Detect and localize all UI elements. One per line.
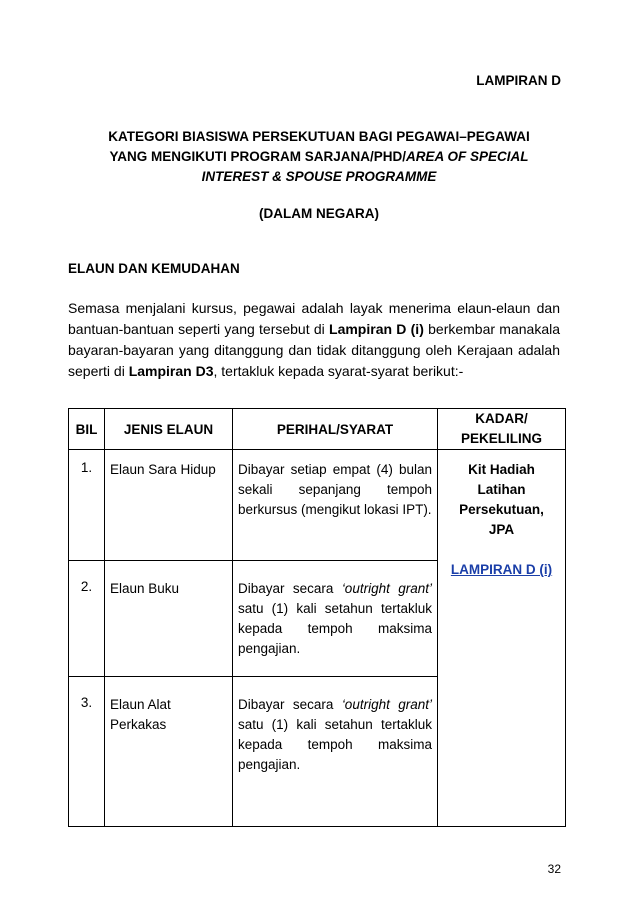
title-line-2: [80, 147, 558, 167]
row-perihal: [233, 677, 438, 827]
para-text-1: Semasa menjalani kursus, pegawai adalah layak menerima elaun-elaun dan bantuan-bantuan seperti yang tersebut di: [68, 300, 560, 337]
row-perihal: Dibayar setiap empat (4) bulan sekali sepanjang tempoh berkursus (mengikut lokasi IPT).: [233, 450, 438, 561]
page-number: 32: [547, 862, 561, 876]
para-text-2: berkembar manakala bayaran-bayaran yang ditanggung dan tidak ditanggung oleh Kerajaan adalah seperti di: [68, 321, 561, 379]
document-subtitle: (DALAM NEGARA): [259, 206, 379, 221]
perihal-post: satu (1) kali setahun tertakluk kepada tempoh maksima pengajian.: [238, 717, 432, 772]
header-jenis-elaun: JENIS ELAUN: [105, 409, 233, 450]
section-heading: ELAUN DAN KEMUDAHAN: [68, 261, 240, 276]
title-line-2-italic: AREA OF SPECIAL: [406, 149, 529, 164]
table-header-row: [69, 409, 566, 450]
perihal-pre: Dibayar secara: [238, 697, 342, 712]
appendix-label: LAMPIRAN D: [476, 73, 561, 88]
row-bil: 1.: [69, 450, 105, 561]
row-perihal: [233, 561, 438, 677]
perihal-pre: Dibayar secara: [238, 581, 342, 596]
para-ref-lampiran-d-i: Lampiran D (i): [329, 321, 424, 337]
perihal-italic: ‘outright grant’: [341, 697, 432, 712]
allowance-table: [68, 408, 566, 827]
lampiran-d-i-link[interactable]: LAMPIRAN D (i): [450, 562, 553, 577]
document-title: [80, 127, 558, 187]
perihal-italic: ‘outright grant’: [341, 581, 432, 596]
row-bil: 3.: [69, 677, 105, 827]
row-jenis: Elaun Sara Hidup: [105, 450, 233, 561]
intro-paragraph: [68, 298, 560, 382]
header-perihal-syarat: PERIHAL/SYARAT: [233, 409, 438, 450]
header-kadar-pekeliling: KADAR/ PEKELILING: [438, 409, 566, 450]
para-ref-lampiran-d3: Lampiran D3: [128, 363, 214, 379]
title-line-3-italic: INTEREST & SPOUSE PROGRAMME: [201, 169, 437, 184]
kadar-text: Kit Hadiah Latihan Persekutuan, JPA: [459, 462, 544, 537]
row-jenis: Elaun Buku: [105, 561, 233, 677]
header-bil: BIL: [69, 409, 105, 450]
row-jenis: Elaun Alat Perkakas: [105, 677, 233, 827]
para-text-3: , tertakluk kepada syarat-syarat berikut:-: [213, 363, 464, 379]
kadar-cell: [438, 450, 566, 827]
row-bil: 2.: [69, 561, 105, 677]
title-line-1: KATEGORI BIASISWA PERSEKUTUAN BAGI PEGAWAI–PEGAWAI: [108, 129, 530, 144]
title-line-2-plain: YANG MENGIKUTI PROGRAM SARJANA/PHD/: [109, 149, 406, 164]
perihal-post: satu (1) kali setahun tertakluk kepada tempoh maksima pengajian.: [238, 601, 432, 656]
title-line-3: [80, 167, 558, 187]
table-row: [69, 450, 566, 561]
